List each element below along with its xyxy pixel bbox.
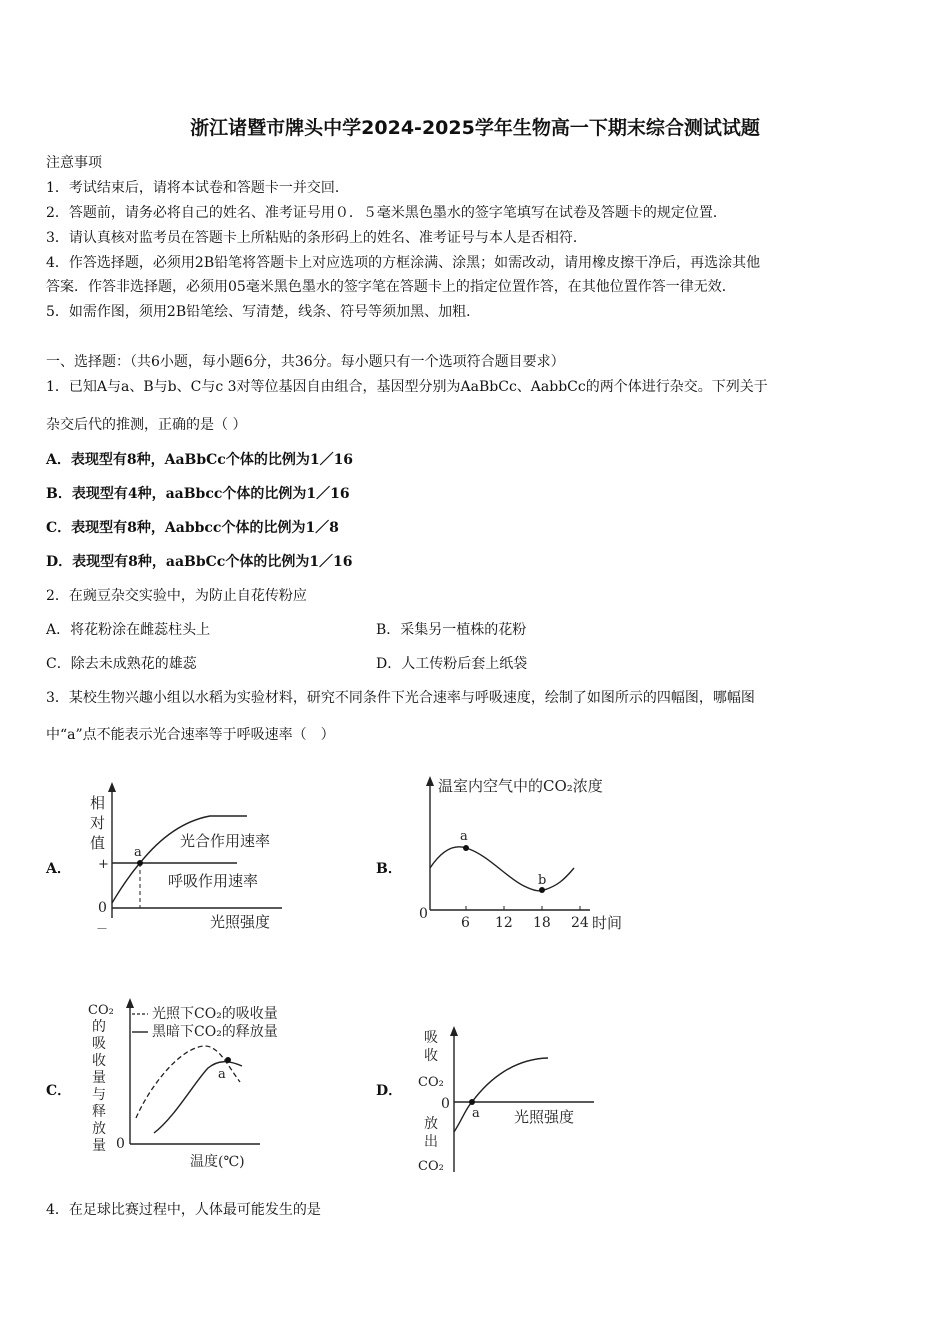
figure-a-point [137, 860, 143, 866]
figure-a-ylabel-3: 值 [90, 834, 106, 852]
figure-b-tick-label-12: 12 [495, 915, 513, 931]
figure-c-ylabel-7: 释 [92, 1104, 106, 1120]
q3-stem-line2: 中“a”点不能表示光合速率等于呼吸速率（ ） [46, 727, 335, 743]
notice-item-5: 5．如需作图，须用2B铅笔绘、写清楚，线条、符号等须加黑、加粗． [46, 304, 481, 320]
figure-a-ylabel-2: 对 [90, 814, 106, 832]
figure-c-dark-curve [154, 1062, 242, 1133]
figure-c-ylabel-8: 放 [92, 1121, 106, 1137]
figure-b-point-a-label: a [460, 829, 468, 844]
figure-c-ylabel-2: 的 [92, 1019, 106, 1035]
figure-a-plus: + [98, 857, 109, 872]
figure-b-tick-label-24: 24 [571, 915, 589, 931]
figure-c-xlabel: 温度(℃) [190, 1154, 245, 1170]
figure-d-zero: 0 [441, 1096, 450, 1112]
notice-item-2: 2．答题前，请务必将自己的姓名、准考证号用０．５毫米黑色墨水的签字笔填写在试卷及答题卡的规定位置． [46, 205, 727, 221]
figure-a-point-label: a [134, 845, 142, 860]
notice-heading: 注意事项 [46, 155, 102, 171]
figure-b-option-label: B． [376, 861, 402, 877]
q4-stem: 4．在足球比赛过程中，人体最可能发生的是 [46, 1202, 321, 1218]
figure-c-legend1: 光照下CO₂的吸收量 [152, 1006, 278, 1022]
notice-item-3: 3．请认真核对监考员在答题卡上所粘贴的条形码上的姓名、准考证号与本人是否相符． [46, 230, 587, 246]
figure-a-curve1-label: 光合作用速率 [180, 832, 271, 850]
figure-c-ylabel-1: CO₂ [88, 1003, 114, 1018]
figure-b-tick-label-18: 18 [533, 915, 551, 931]
figure-a-y-arrow [108, 782, 116, 792]
figure-b [412, 770, 642, 935]
notice-item-4: 4．作答选择题，必须用2B铅笔将答题卡上对应选项的方框涂满、涂黑；如需改动，请用橡皮擦干净后，再选涂其他 [46, 255, 761, 271]
figure-d-ybottom-1: 放 [424, 1116, 438, 1132]
figure-c-ylabel-3: 吸 [92, 1036, 106, 1052]
figure-b-tick-label-6: 6 [461, 915, 470, 931]
figure-c-ylabel-9: 量 [92, 1138, 106, 1154]
notice-item-1: 1．考试结束后，请将本试卷和答题卡一并交回． [46, 180, 349, 196]
figure-c-zero: 0 [116, 1136, 125, 1152]
figure-d-ytop-1: 吸 [424, 1030, 438, 1046]
q1-option-a: A．表现型有8种，AaBbCc个体的比例为1／16 [46, 452, 354, 468]
figure-d-option-label: D． [376, 1083, 403, 1099]
figure-d-xlabel: 光照强度 [514, 1108, 575, 1126]
q1-stem-line2: 杂交后代的推测，正确的是（ ） [46, 417, 247, 433]
q2-option-c: C．除去未成熟花的雄蕊 [46, 656, 197, 672]
figure-d-ytop-3: CO₂ [418, 1075, 444, 1090]
figure-b-zero: 0 [419, 906, 428, 922]
q1-option-d: D．表现型有8种，aaBbCc个体的比例为1／16 [46, 554, 353, 570]
q1-stem-line1: 1．已知A与a、B与b、C与c 3对等位基因自由组合，基因型分别为AaBbCc、AabbCc的两个体进行杂交。下列关于 [46, 379, 768, 395]
figure-a-option-label: A． [46, 861, 71, 877]
figure-a-curve2-label: 呼吸作用速率 [168, 872, 259, 890]
q2-option-b: B．采集另一植株的花粉 [376, 622, 527, 638]
figure-a [82, 778, 302, 938]
figure-d-point-label: a [472, 1106, 480, 1121]
figure-b-y-arrow [426, 776, 434, 786]
q2-option-a: A．将花粉涂在雌蕊柱头上 [46, 622, 211, 638]
figure-d-ybottom-3: CO₂ [418, 1159, 444, 1174]
q3-stem-line1: 3．某校生物兴趣小组以水稻为实验材料，研究不同条件下光合速率与呼吸速度，绘制了如图所示的四幅图，哪幅图 [46, 690, 755, 706]
figure-b-xlabel: 时间 [592, 914, 623, 932]
page-title: 浙江诸暨市牌头中学2024-2025学年生物高一下期末综合测试试题 [190, 117, 760, 139]
notice-item-4-cont: 答案．作答非选择题，必须用05毫米黑色墨水的签字笔在答题卡上的指定位置作答，在其他位置作答一律无效． [46, 279, 736, 295]
figure-d-ybottom-2: 出 [424, 1134, 438, 1150]
figure-c-point-label: a [218, 1067, 226, 1082]
q2-stem: 2．在豌豆杂交实验中，为防止自花传粉应 [46, 588, 307, 604]
figure-a-minus: － [96, 922, 109, 936]
figure-d-y-arrow [450, 1026, 458, 1036]
figure-b-ylabel: 温室内空气中的CO₂浓度 [438, 777, 603, 795]
figure-b-point-b-label: b [538, 873, 547, 888]
figure-a-ylabel-1: 相 [90, 794, 106, 812]
figure-b-curve [430, 847, 574, 891]
q2-option-d: D．人工传粉后套上纸袋 [376, 656, 528, 672]
figure-a-xlabel: 光照强度 [210, 913, 271, 931]
figure-c-legend2: 黑暗下CO₂的释放量 [152, 1024, 278, 1040]
figure-c-ylabel-4: 收 [92, 1053, 106, 1069]
figure-c [84, 998, 324, 1173]
q1-option-c: C．表现型有8种，Aabbcc个体的比例为1／8 [46, 520, 339, 536]
figure-c-ylabel-6: 与 [92, 1087, 106, 1103]
section-heading: 一、选择题：（共6小题，每小题6分，共36分。每小题只有一个选项符合题目要求） [46, 354, 565, 370]
figure-d-point [469, 1099, 475, 1105]
figure-d-ytop-2: 收 [424, 1048, 438, 1064]
q1-option-b: B．表现型有4种，aaBbcc个体的比例为1／16 [46, 486, 350, 502]
figure-c-y-arrow [126, 998, 134, 1008]
figure-c-ylabel-5: 量 [92, 1070, 106, 1086]
figure-a-zero: 0 [98, 900, 107, 916]
figure-b-point-a [463, 845, 469, 851]
figure-c-point [225, 1057, 231, 1063]
figure-d [414, 1024, 604, 1174]
figure-c-option-label: C． [46, 1083, 72, 1099]
